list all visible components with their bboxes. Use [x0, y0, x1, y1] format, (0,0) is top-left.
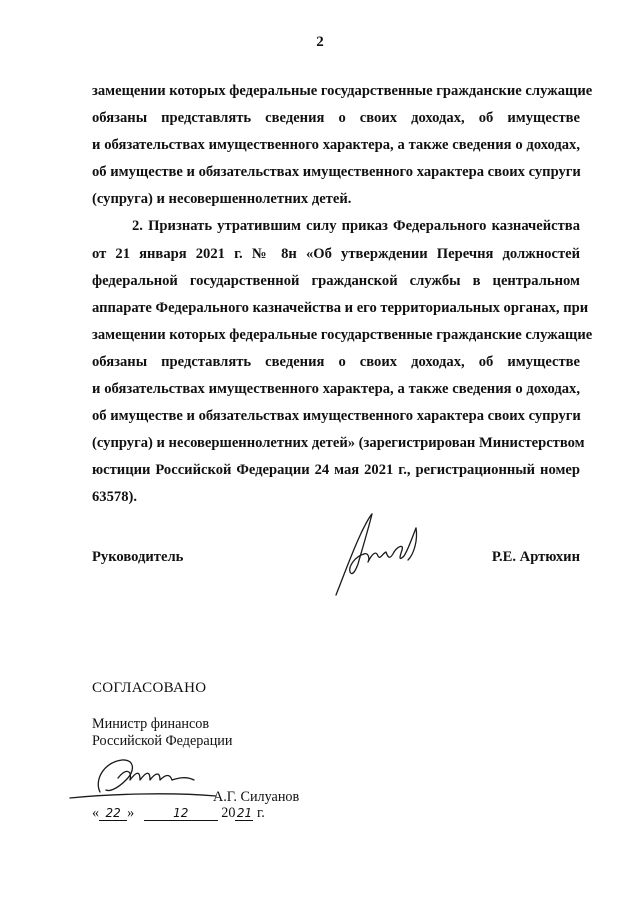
date-month: 12	[144, 806, 218, 821]
text-line: замещении которых федеральные государственные гражданские служащие	[92, 326, 593, 343]
date-year-end: г.	[253, 805, 265, 821]
document-body	[92, 78, 593, 512]
date-close-quote: »	[127, 805, 135, 821]
date-day: 22	[99, 806, 127, 821]
text-line: федеральной государственной гражданской службы в центральном	[92, 272, 580, 289]
text-line: 2. Признать утратившим силу приказ Федерального казначейства	[132, 218, 580, 235]
approver-position-line: Министр финансов	[92, 716, 210, 732]
text-line: и обязательствах имущественного характера, а также сведения о доходах,	[92, 137, 580, 154]
text-line: от 21 января 2021 г. № 8н «Об утверждении Перечня должностей	[92, 245, 580, 262]
text-line: и обязательствах имущественного характера, а также сведения о доходах,	[92, 381, 580, 398]
page-number: 2	[316, 34, 324, 50]
text-line: 63578).	[92, 489, 137, 506]
date-year-prefix: 20	[221, 805, 236, 821]
approval-date	[92, 805, 265, 822]
signer-title: Руководитель	[92, 549, 184, 565]
signer-name: Р.Е. Артюхин	[491, 549, 580, 565]
approver-position	[92, 716, 232, 750]
date-year-suffix: 21	[236, 806, 253, 820]
date-open-quote: «	[92, 805, 100, 821]
text-line: (супруга) и несовершеннолетних детей» (зарегистрирован Министерством	[92, 435, 585, 452]
text-line: об имуществе и обязательствах имущественного характера своих супруги	[92, 164, 581, 181]
text-line: (супруга) и несовершеннолетних детей.	[92, 191, 352, 208]
text-line: юстиции Российской Федерации 24 мая 2021 г., регистрационный номер	[92, 462, 580, 479]
approval-heading: СОГЛАСОВАНО	[92, 680, 207, 696]
approver-position-line: Российской Федерации	[92, 733, 233, 749]
paragraph-1	[92, 78, 593, 213]
signature-siluanov	[60, 750, 220, 805]
text-line: об имуществе и обязательствах имущественного характера своих супруги	[92, 408, 581, 425]
paragraph-2	[92, 213, 593, 511]
approver-name: А.Г. Силуанов	[213, 789, 300, 805]
text-line: аппарате Федерального казначейства и его территориальных органах, при	[92, 299, 589, 316]
text-line: обязаны представлять сведения о своих доходах, об имуществе	[92, 110, 580, 127]
text-line: замещении которых федеральные государственные гражданские служащие	[92, 83, 593, 99]
signature-artyukhin	[328, 510, 428, 600]
text-line: обязаны представлять сведения о своих доходах, об имуществе	[92, 353, 580, 370]
